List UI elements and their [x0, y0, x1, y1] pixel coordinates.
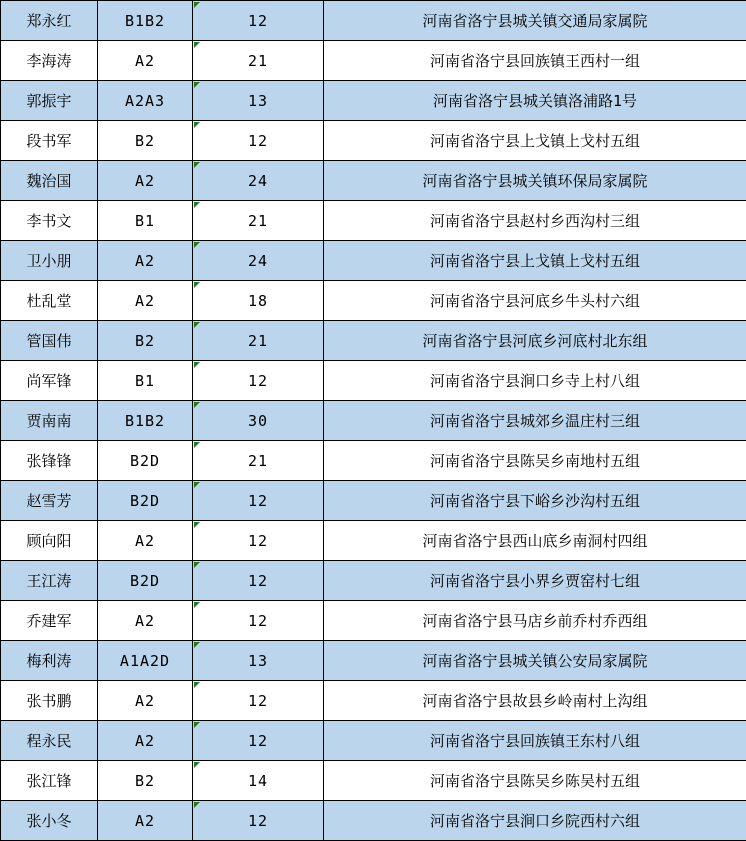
name-cell[interactable]: 张书鹏	[1, 681, 98, 721]
count-cell[interactable]	[193, 1, 324, 41]
license-class-cell[interactable]: A2	[98, 281, 193, 321]
count-cell[interactable]	[193, 41, 324, 81]
table-row	[1, 761, 746, 801]
table-row	[1, 681, 746, 721]
count-cell[interactable]	[193, 281, 324, 321]
name-cell[interactable]: 顾向阳	[1, 521, 98, 561]
cell-error-indicator-icon	[194, 2, 200, 8]
count-value: 21	[247, 51, 269, 70]
cell-error-indicator-icon	[194, 482, 200, 488]
count-value: 12	[247, 731, 269, 750]
address-cell[interactable]: 河南省洛宁县涧口乡寺上村八组	[324, 361, 746, 401]
cell-error-indicator-icon	[194, 202, 200, 208]
license-class-cell[interactable]: A2	[98, 521, 193, 561]
count-value: 14	[247, 771, 269, 790]
count-cell[interactable]	[193, 241, 324, 281]
table-row	[1, 361, 746, 401]
name-cell[interactable]: 魏治国	[1, 161, 98, 201]
count-cell[interactable]	[193, 801, 324, 841]
name-cell[interactable]: 贾南南	[1, 401, 98, 441]
count-value: 24	[247, 171, 269, 190]
cell-error-indicator-icon	[194, 42, 200, 48]
license-class-cell[interactable]: B2D	[98, 481, 193, 521]
count-cell[interactable]	[193, 521, 324, 561]
name-cell[interactable]: 程永民	[1, 721, 98, 761]
address-cell[interactable]: 河南省洛宁县河底乡河底村北东组	[324, 321, 746, 361]
name-cell[interactable]: 乔建军	[1, 601, 98, 641]
count-value: 12	[247, 131, 269, 150]
name-cell[interactable]: 李书文	[1, 201, 98, 241]
address-cell[interactable]: 河南省洛宁县上戈镇上戈村五组	[324, 121, 746, 161]
cell-error-indicator-icon	[194, 442, 200, 448]
cell-error-indicator-icon	[194, 722, 200, 728]
name-cell[interactable]: 杜乱堂	[1, 281, 98, 321]
count-cell[interactable]	[193, 681, 324, 721]
cell-error-indicator-icon	[194, 322, 200, 328]
address-cell[interactable]: 河南省洛宁县城关镇公安局家属院	[324, 641, 746, 681]
count-value: 13	[247, 651, 269, 670]
address-cell[interactable]: 河南省洛宁县回族镇王东村八组	[324, 721, 746, 761]
table-row	[1, 561, 746, 601]
count-value: 12	[247, 571, 269, 590]
license-class-cell[interactable]: B2D	[98, 441, 193, 481]
count-cell[interactable]	[193, 721, 324, 761]
address-cell[interactable]: 河南省洛宁县河底乡牛头村六组	[324, 281, 746, 321]
license-class-cell[interactable]: B1B2	[98, 401, 193, 441]
cell-error-indicator-icon	[194, 602, 200, 608]
cell-error-indicator-icon	[194, 522, 200, 528]
license-class-cell[interactable]: A2	[98, 801, 193, 841]
count-value: 12	[247, 811, 269, 830]
count-cell[interactable]	[193, 481, 324, 521]
address-cell[interactable]: 河南省洛宁县小界乡贾窑村七组	[324, 561, 746, 601]
license-class-cell[interactable]: A2	[98, 681, 193, 721]
table-row	[1, 721, 746, 761]
address-cell[interactable]: 河南省洛宁县上戈镇上戈村五组	[324, 241, 746, 281]
name-cell[interactable]: 卫小朋	[1, 241, 98, 281]
license-class-cell[interactable]: B2	[98, 321, 193, 361]
name-cell[interactable]: 段书军	[1, 121, 98, 161]
name-cell[interactable]: 张小冬	[1, 801, 98, 841]
name-cell[interactable]: 张江锋	[1, 761, 98, 801]
name-cell[interactable]: 赵雪芳	[1, 481, 98, 521]
license-class-cell[interactable]: B2	[98, 121, 193, 161]
license-class-cell[interactable]: B2	[98, 761, 193, 801]
count-value: 12	[247, 491, 269, 510]
count-value: 18	[247, 291, 269, 310]
license-class-cell[interactable]: A2	[98, 161, 193, 201]
license-class-cell[interactable]: B1	[98, 361, 193, 401]
name-cell[interactable]: 梅利涛	[1, 641, 98, 681]
table-row	[1, 641, 746, 681]
count-cell[interactable]	[193, 81, 324, 121]
cell-error-indicator-icon	[194, 802, 200, 808]
count-cell[interactable]	[193, 321, 324, 361]
license-class-cell[interactable]: A2A3	[98, 81, 193, 121]
count-cell[interactable]	[193, 121, 324, 161]
address-cell[interactable]: 河南省洛宁县马店乡前乔村乔西组	[324, 601, 746, 641]
count-cell[interactable]	[193, 601, 324, 641]
cell-error-indicator-icon	[194, 402, 200, 408]
count-value: 24	[247, 251, 269, 270]
name-cell[interactable]: 管国伟	[1, 321, 98, 361]
license-class-cell[interactable]: B2D	[98, 561, 193, 601]
cell-error-indicator-icon	[194, 82, 200, 88]
table-row	[1, 401, 746, 441]
table-row	[1, 601, 746, 641]
count-value: 13	[247, 91, 269, 110]
table-row	[1, 81, 746, 121]
address-cell[interactable]: 河南省洛宁县城郊乡温庄村三组	[324, 401, 746, 441]
address-cell[interactable]: 河南省洛宁县城关镇交通局家属院	[324, 1, 746, 41]
address-cell[interactable]: 河南省洛宁县赵村乡西沟村三组	[324, 201, 746, 241]
table-row	[1, 281, 746, 321]
address-cell[interactable]: 河南省洛宁县回族镇王西村一组	[324, 41, 746, 81]
table-row	[1, 121, 746, 161]
license-class-cell[interactable]: A2	[98, 601, 193, 641]
license-class-cell[interactable]: A2	[98, 721, 193, 761]
table-row	[1, 1, 746, 41]
cell-error-indicator-icon	[194, 242, 200, 248]
address-cell[interactable]: 河南省洛宁县陈吴乡南地村五组	[324, 441, 746, 481]
cell-error-indicator-icon	[194, 762, 200, 768]
address-cell[interactable]: 河南省洛宁县涧口乡院西村六组	[324, 801, 746, 841]
license-class-cell[interactable]: B1	[98, 201, 193, 241]
count-value: 30	[247, 411, 269, 430]
address-cell[interactable]: 河南省洛宁县故县乡岭南村上沟组	[324, 681, 746, 721]
name-cell[interactable]: 郑永红	[1, 1, 98, 41]
count-cell[interactable]	[193, 441, 324, 481]
name-cell[interactable]: 张锋锋	[1, 441, 98, 481]
license-class-cell[interactable]: A2	[98, 41, 193, 81]
table-row	[1, 441, 746, 481]
count-value: 21	[247, 331, 269, 350]
cell-error-indicator-icon	[194, 362, 200, 368]
license-class-cell[interactable]: A1A2D	[98, 641, 193, 681]
cell-error-indicator-icon	[194, 282, 200, 288]
address-cell[interactable]: 河南省洛宁县下峪乡沙沟村五组	[324, 481, 746, 521]
count-value: 12	[247, 691, 269, 710]
name-cell[interactable]: 郭振宇	[1, 81, 98, 121]
license-class-cell[interactable]: B1B2	[98, 1, 193, 41]
count-value: 12	[247, 611, 269, 630]
count-value: 12	[247, 531, 269, 550]
table-body	[1, 1, 746, 841]
count-cell[interactable]	[193, 761, 324, 801]
count-value: 21	[247, 451, 269, 470]
table-row	[1, 521, 746, 561]
license-class-cell[interactable]: A2	[98, 241, 193, 281]
address-cell[interactable]: 河南省洛宁县城关镇环保局家属院	[324, 161, 746, 201]
table-row	[1, 481, 746, 521]
name-cell[interactable]: 李海涛	[1, 41, 98, 81]
count-cell[interactable]	[193, 641, 324, 681]
table-row	[1, 161, 746, 201]
count-value: 12	[247, 11, 269, 30]
cell-error-indicator-icon	[194, 162, 200, 168]
address-cell[interactable]: 河南省洛宁县城关镇洛浦路1号	[324, 81, 746, 121]
table-row	[1, 801, 746, 841]
cell-error-indicator-icon	[194, 122, 200, 128]
count-value: 12	[247, 371, 269, 390]
address-cell[interactable]: 河南省洛宁县西山底乡南洞村四组	[324, 521, 746, 561]
table-row	[1, 321, 746, 361]
count-value: 21	[247, 211, 269, 230]
table-row	[1, 201, 746, 241]
count-cell[interactable]	[193, 361, 324, 401]
cell-error-indicator-icon	[194, 642, 200, 648]
name-cell[interactable]: 尚军锋	[1, 361, 98, 401]
address-cell[interactable]: 河南省洛宁县陈吴乡陈吴村五组	[324, 761, 746, 801]
count-cell[interactable]	[193, 401, 324, 441]
name-cell[interactable]: 王江涛	[1, 561, 98, 601]
cell-error-indicator-icon	[194, 562, 200, 568]
table-row	[1, 41, 746, 81]
cell-error-indicator-icon	[194, 682, 200, 688]
count-cell[interactable]	[193, 161, 324, 201]
count-cell[interactable]	[193, 201, 324, 241]
table-row	[1, 241, 746, 281]
count-cell[interactable]	[193, 561, 324, 601]
